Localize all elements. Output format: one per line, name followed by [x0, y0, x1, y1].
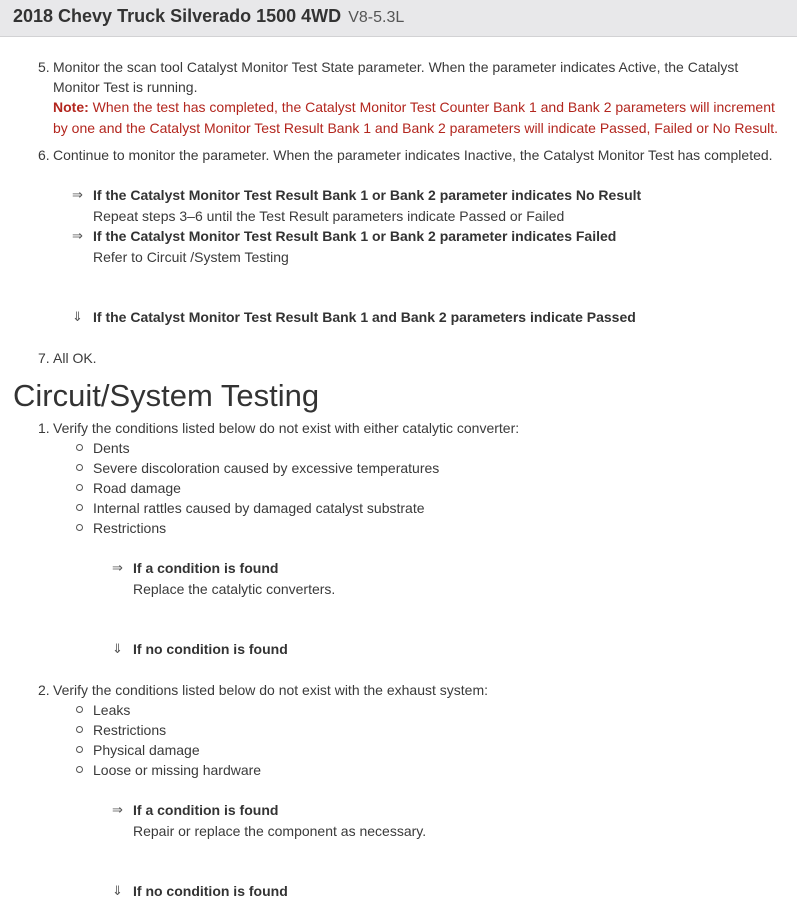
list-item: Severe discoloration caused by excessive temperatures	[93, 460, 440, 476]
list-item: Internal rattles caused by damaged catalyst substrate	[93, 500, 425, 516]
step-number: 7.	[38, 350, 50, 366]
down-arrow-icon: ⇓	[112, 641, 123, 656]
step-text: Monitor Test is running.	[53, 79, 198, 95]
section-title: Circuit/System Testing	[13, 378, 320, 413]
bullet-icon	[76, 504, 83, 511]
step-number: 1.	[38, 420, 50, 436]
bullet-icon	[76, 746, 83, 753]
list-item: Road damage	[93, 480, 181, 496]
vehicle-name: 2018 Chevy Truck Silverado 1500 4WD	[13, 6, 342, 26]
engine-label: V8-5.3L	[348, 9, 405, 26]
result-action: Refer to Circuit /System Testing	[93, 249, 289, 265]
down-arrow-icon: ⇓	[72, 309, 83, 324]
list-item: Dents	[93, 440, 130, 456]
note	[53, 97, 775, 117]
bullet-icon	[76, 444, 83, 451]
result-condition: If the Catalyst Monitor Test Result Bank 1 and Bank 2 parameters indicate Passed	[93, 309, 636, 325]
note-text: When the test has completed, the Catalyst Monitor Test Counter Bank 1 and Bank 2 parameters will increment	[88, 99, 775, 115]
bullet-icon	[76, 484, 83, 491]
bullet-icon	[76, 524, 83, 531]
note-label: Note:	[53, 99, 89, 115]
result-action: Repeat steps 3–6 until the Test Result parameters indicate Passed or Failed	[93, 208, 565, 224]
step-text: Continue to monitor the parameter. When the parameter indicates Inactive, the Catalyst Monitor Test has completed.	[53, 147, 773, 163]
list-item: Restrictions	[93, 520, 167, 536]
step-number: 2.	[38, 682, 50, 698]
list-item: Leaks	[93, 702, 131, 718]
step-text: Monitor the scan tool Catalyst Monitor Test State parameter. When the parameter indicates Active, the Catalyst	[53, 59, 739, 75]
result-condition: If the Catalyst Monitor Test Result Bank 1 or Bank 2 parameter indicates No Result	[93, 187, 642, 203]
vehicle-title	[13, 6, 404, 27]
bullet-icon	[76, 726, 83, 733]
result-action: Replace the catalytic converters.	[133, 581, 336, 597]
step-number: 5.	[38, 59, 50, 75]
step-text: Verify the conditions listed below do not exist with the exhaust system:	[53, 682, 489, 698]
step-number: 6.	[38, 147, 50, 163]
down-arrow-icon: ⇓	[112, 883, 123, 898]
result-condition: If no condition is found	[133, 883, 288, 899]
result-action: Repair or replace the component as necessary.	[133, 823, 427, 839]
result-condition: If a condition is found	[133, 560, 279, 576]
step-text: Verify the conditions listed below do not exist with either catalytic converter:	[53, 420, 520, 436]
bullet-icon	[76, 706, 83, 713]
list-item: Physical damage	[93, 742, 200, 758]
right-arrow-icon: ⇒	[112, 802, 123, 817]
list-item: Loose or missing hardware	[93, 762, 262, 778]
page-header	[0, 0, 797, 37]
result-condition: If no condition is found	[133, 641, 288, 657]
bullet-icon	[76, 766, 83, 773]
right-arrow-icon: ⇒	[72, 228, 83, 243]
result-condition: If a condition is found	[133, 802, 279, 818]
step-text: All OK.	[53, 350, 97, 366]
bullet-icon	[76, 464, 83, 471]
right-arrow-icon: ⇒	[112, 560, 123, 575]
result-condition: If the Catalyst Monitor Test Result Bank 1 or Bank 2 parameter indicates Failed	[93, 228, 617, 244]
right-arrow-icon: ⇒	[72, 187, 83, 202]
note-text: by one and the Catalyst Monitor Test Result Bank 1 and Bank 2 parameters will indicate Passed, Failed or No Result.	[53, 120, 779, 136]
list-item: Restrictions	[93, 722, 167, 738]
